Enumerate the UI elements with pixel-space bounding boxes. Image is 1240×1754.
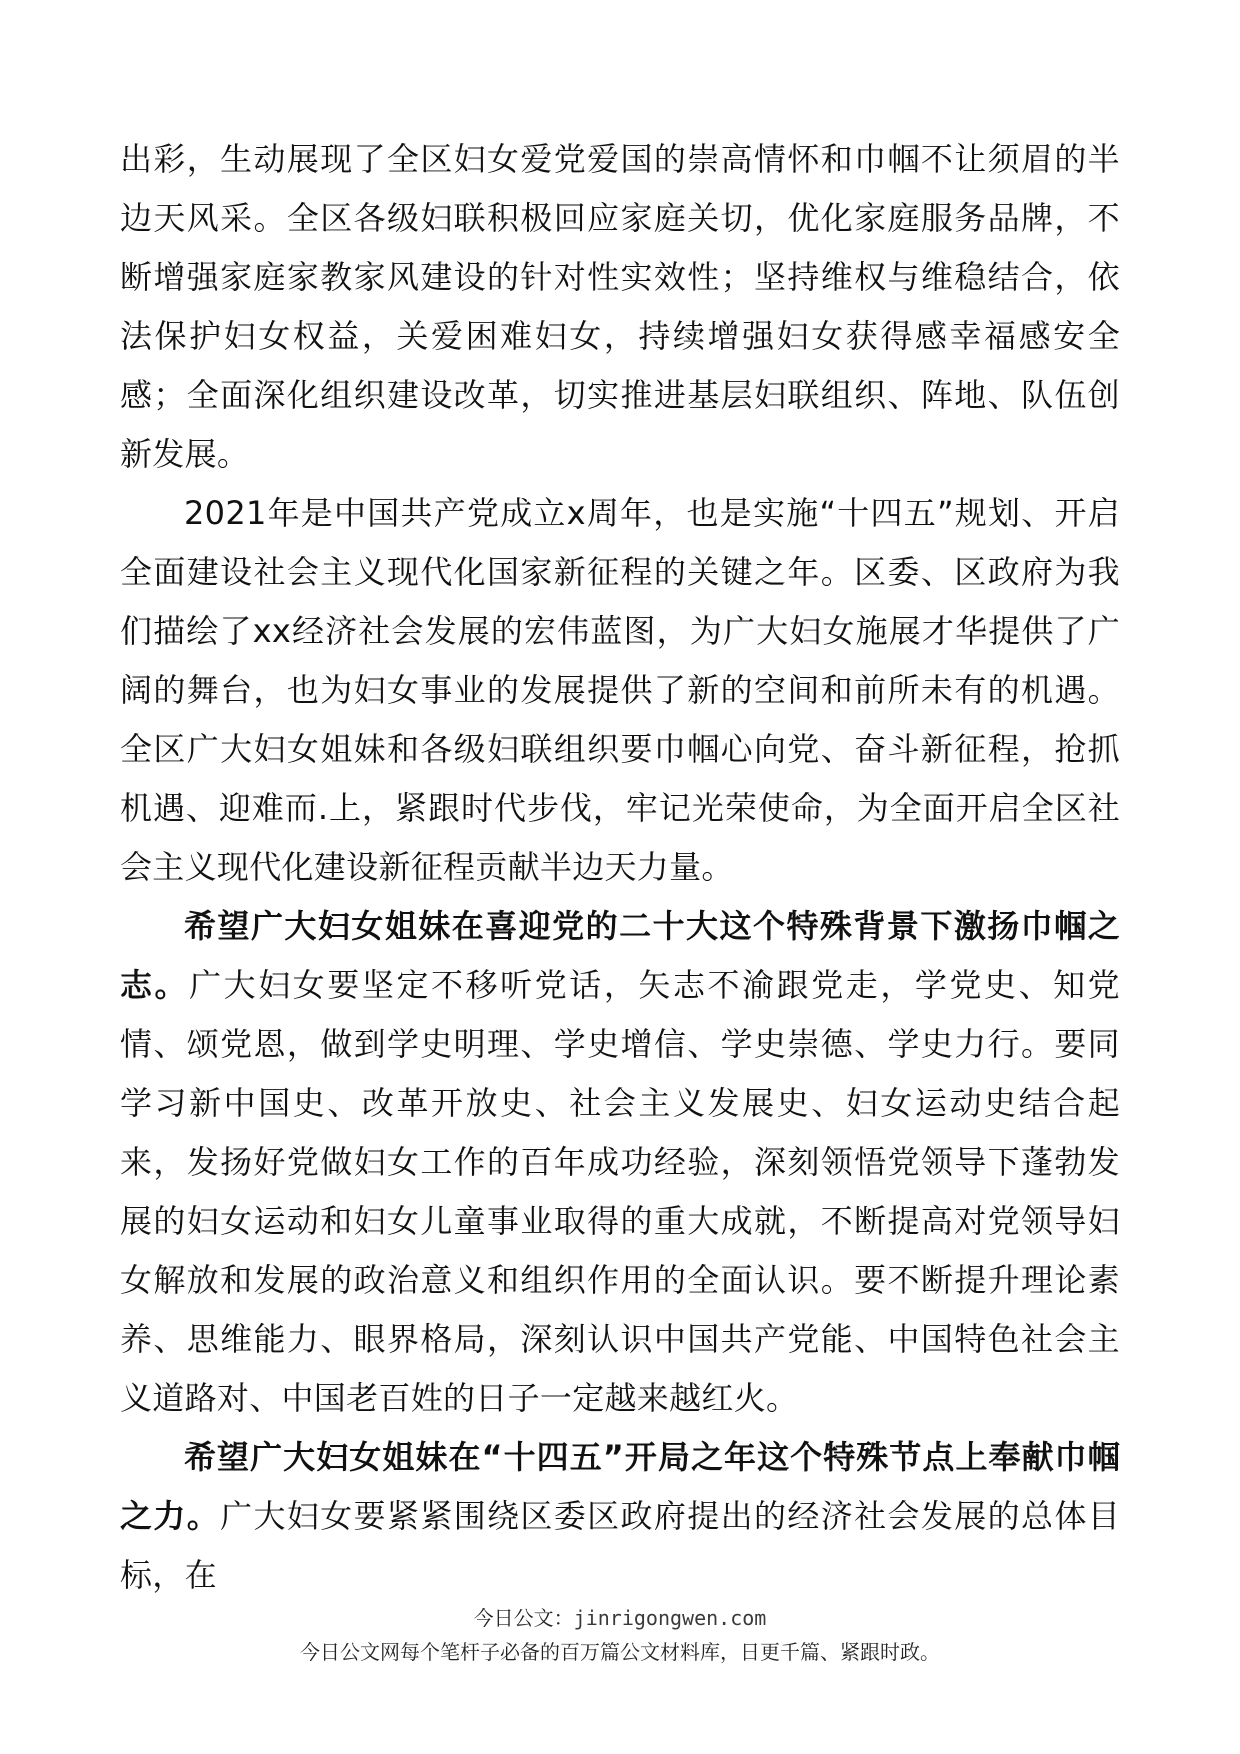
footer-site-label: 今日公文： bbox=[473, 1606, 574, 1630]
footer-site-link[interactable]: jinrigongwen.com bbox=[573, 1606, 767, 1630]
paragraph-fourteenth-five-year bbox=[120, 1428, 1120, 1605]
paragraph-party-congress bbox=[120, 897, 1120, 1428]
paragraph-text: 2021年是中国共产党成立x周年，也是实施“十四五”规划、开启全面建设社会主义现代化国家新征程的关键之年。区委、区政府为我们描绘了xx经济社会发展的宏伟蓝图，为广大妇女施展才华提供了广阔的舞台，也为妇女事业的发展提供了新的空间和前所未有的机遇。全区广大妇女姐妹和各级妇联组织要巾帼心向党、奋斗新征程，抢抓机遇、迎难而.上，紧跟时代步伐，牢记光荣使命，为全面开启全区社会主义现代化建设新征程贡献半边天力量。 bbox=[120, 494, 1120, 886]
footer-site-line bbox=[0, 1602, 1240, 1631]
paragraph-continuation bbox=[120, 130, 1120, 484]
paragraph-lead-sentence: 希望广大妇女姐妹在喜迎党的二十大这个特殊背景下激扬巾帼之志。 bbox=[120, 907, 1120, 1004]
footer-slogan: 今日公文网每个笔杆子必备的百万篇公文材料库，日更千篇、紧跟时政。 bbox=[300, 1640, 940, 1664]
paragraph-text: 广大妇女要坚定不移听党话，矢志不渝跟党走，学党史、知党情、颂党恩，做到学史明理、学史增信、学史崇德、学史力行。要同学习新中国史、改革开放史、社会主义发展史、妇女运动史结合起来，发扬好党做妇女工作的百年成功经验，深刻领悟党领导下蓬勃发展的妇女运动和妇女儿童事业取得的重大成就，不断提高对党领导妇女解放和发展的政治意义和组织作用的全面认识。要不断提升理论素养、思维能力、眼界格局，深刻认识中国共产党能、中国特色社会主义道路对、中国老百姓的日子一定越来越红火。 bbox=[120, 966, 1120, 1417]
paragraph-text: 广大妇女要紧紧围绕区委区政府提出的经济社会发展的总体目标，在 bbox=[120, 1497, 1120, 1594]
paragraph-text: 出彩，生动展现了全区妇女爱党爱国的崇高情怀和巾帼不让须眉的半边天风采。全区各级妇联积极回应家庭关切，优化家庭服务品牌，不断增强家庭家教家风建设的针对性实效性；坚持维权与维稳结合，依法保护妇女权益，关爱困难妇女，持续增强妇女获得感幸福感安全感；全面深化组织建设改革，切实推进基层妇联组织、阵地、队伍创新发展。 bbox=[120, 140, 1120, 473]
document-body bbox=[120, 130, 1120, 1605]
paragraph-lead-sentence: 希望广大妇女姐妹在“十四五”开局之年这个特殊节点上奉献巾帼之力。 bbox=[120, 1438, 1120, 1535]
paragraph-2021-overview bbox=[120, 484, 1120, 897]
